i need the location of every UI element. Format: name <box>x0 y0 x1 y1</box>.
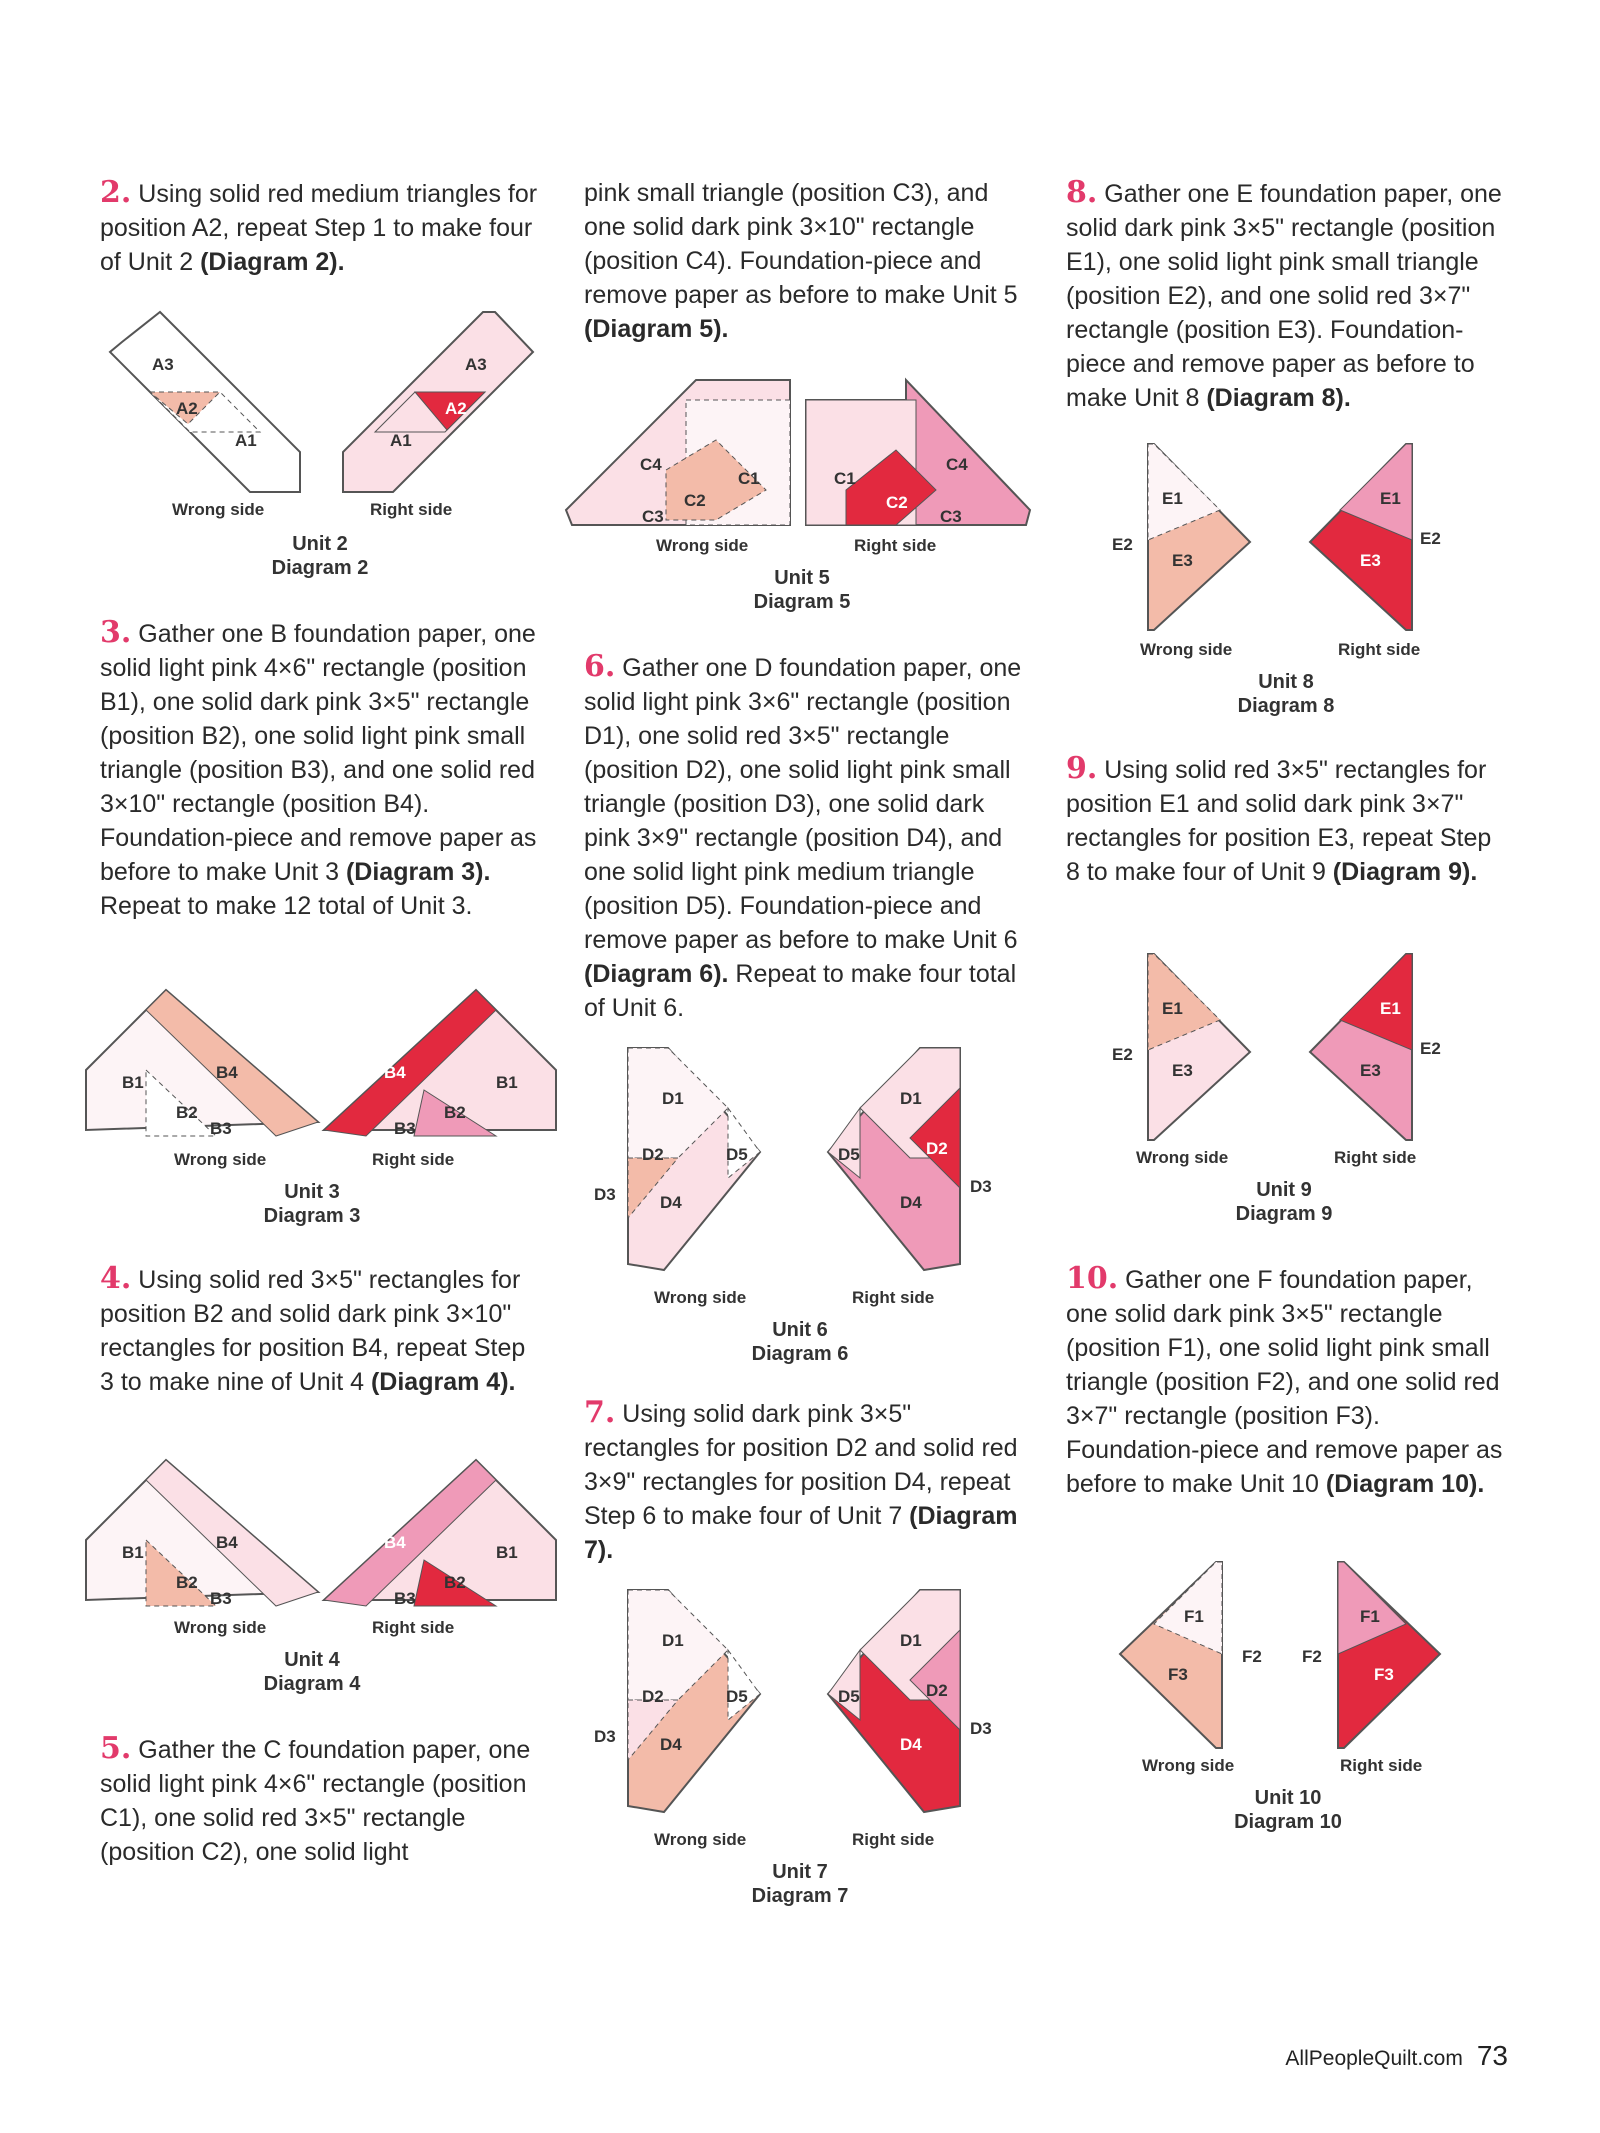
label-f3: F3 <box>1168 1665 1188 1684</box>
unit-9-wrong <box>1112 954 1250 1140</box>
step-7 <box>584 1396 1024 1567</box>
label-c4: C4 <box>946 455 968 474</box>
step-ref: (Diagram 10). <box>1325 1470 1485 1498</box>
label-c1: C1 <box>738 469 760 488</box>
label-b3: B3 <box>394 1589 416 1608</box>
label-b1: B1 <box>496 1073 518 1092</box>
unit-title: Unit 3 <box>284 1181 340 1203</box>
step-ref: (Diagram 3). <box>345 858 491 886</box>
label-e2: E2 <box>1420 529 1441 548</box>
label-e3: E3 <box>1172 551 1193 570</box>
label-c2: C2 <box>684 491 706 510</box>
caption-diagram-5 <box>702 566 902 614</box>
label-e1: E1 <box>1162 489 1183 508</box>
caption-diagram-3 <box>212 1180 412 1228</box>
label-e3: E3 <box>1172 1061 1193 1080</box>
label-e1: E1 <box>1162 999 1183 1018</box>
unit-6-wrong <box>594 1048 760 1270</box>
right-side-label: Right side <box>854 536 937 555</box>
step-3 <box>100 616 540 923</box>
right-side-label: Right side <box>852 1830 935 1849</box>
label-a1: A1 <box>235 431 257 450</box>
label-d5: D5 <box>838 1145 860 1164</box>
diagram-3 <box>86 990 556 1140</box>
caption-diagram-10 <box>1188 1786 1388 1834</box>
label-d3: D3 <box>594 1185 616 1204</box>
step-number: 3. <box>100 615 132 650</box>
step-ref: (Diagram 2). <box>200 248 345 276</box>
unit-4-right <box>324 1460 556 1608</box>
step-6 <box>584 650 1024 1025</box>
unit-10-wrong <box>1120 1562 1262 1748</box>
label-a2: A2 <box>445 399 467 418</box>
step-text: Gather one D foundation paper, one solid light pink 3×6" rectangle (position D1), one solid red 3×5" rectangle (position D2), one solid light pink small triangle (position D3), one solid dark pink 3×9" rectangle (position D4), and one solid light pink medium triangle (position D5). Foundation-piece and remove paper as before to make Unit 6 <box>584 654 1022 954</box>
label-b1: B1 <box>496 1543 518 1562</box>
label-d5: D5 <box>838 1687 860 1706</box>
caption-diagram-6 <box>700 1318 900 1366</box>
site-link[interactable]: AllPeopleQuilt.com <box>1285 2047 1463 2070</box>
diagram-6 <box>596 1048 1006 1278</box>
step-number: 9. <box>1066 751 1098 786</box>
wrong-side-label: Wrong side <box>1140 640 1233 659</box>
step-5 <box>100 1732 540 1869</box>
diagram-7 <box>596 1590 1006 1820</box>
diagram-title: Diagram 6 <box>751 1343 849 1365</box>
label-b4: B4 <box>384 1533 406 1552</box>
label-a1: A1 <box>390 431 412 450</box>
right-side-label: Right side <box>1340 1756 1423 1775</box>
caption-diagram-7 <box>700 1860 900 1908</box>
wrong-side-label: Wrong side <box>174 1150 267 1169</box>
diagram-title: Diagram 8 <box>1237 695 1335 717</box>
label-a3: A3 <box>465 355 487 374</box>
label-d1: D1 <box>662 1631 684 1650</box>
label-c3: C3 <box>940 507 962 526</box>
unit-9-right <box>1310 954 1441 1140</box>
diagram-8 <box>1112 444 1442 634</box>
step-number: 7. <box>584 1395 616 1430</box>
unit-2-wrong <box>110 312 300 492</box>
label-d5: D5 <box>726 1687 748 1706</box>
page-footer <box>1285 2040 1508 2072</box>
diagram-10 <box>1120 1562 1450 1752</box>
label-b2: B2 <box>444 1573 466 1592</box>
label-e3: E3 <box>1360 1061 1381 1080</box>
step-9 <box>1066 752 1506 889</box>
label-d4: D4 <box>660 1193 682 1212</box>
step-text: pink small triangle (position C3), and one solid dark pink 3×10" rectangle (position C4). Foundation-piece and remove paper as before to make Unit 5 <box>584 179 1018 309</box>
wrong-side-label: Wrong side <box>172 500 265 519</box>
step-8 <box>1066 176 1506 415</box>
label-c3: C3 <box>642 507 664 526</box>
unit-5-wrong <box>566 380 790 526</box>
unit-8-right <box>1310 444 1441 630</box>
unit-title: Unit 7 <box>772 1861 828 1883</box>
label-e2: E2 <box>1420 1039 1441 1058</box>
right-side-label: Right side <box>372 1150 455 1169</box>
label-f3: F3 <box>1374 1665 1394 1684</box>
diagram-title: Diagram 7 <box>751 1885 849 1907</box>
label-d2: D2 <box>926 1139 948 1158</box>
step-ref: (Diagram 4). <box>370 1368 516 1396</box>
step-text: Gather the C foundation paper, one solid light pink 4×6" rectangle (position C1), one solid red 3×5" rectangle (position C2), one solid light <box>100 1736 531 1866</box>
label-e2: E2 <box>1112 535 1133 554</box>
unit-title: Unit 8 <box>1258 671 1314 693</box>
caption-diagram-9 <box>1184 1178 1384 1226</box>
page-number: 73 <box>1476 2040 1508 2071</box>
label-a3: A3 <box>152 355 174 374</box>
label-e1: E1 <box>1380 489 1401 508</box>
step-text: Using solid red 3×5" rectangles for position E1 and solid dark pink 3×7" rectangles for position E3, repeat Step 8 to make four of Unit 9 <box>1066 756 1492 886</box>
unit-3-right <box>324 990 556 1138</box>
label-f1: F1 <box>1360 1607 1380 1626</box>
label-f1: F1 <box>1184 1607 1204 1626</box>
step-text: Gather one E foundation paper, one solid dark pink 3×5" rectangle (position E1), one solid light pink small triangle (position E2), and one solid red 3×7" rectangle (position E3). Foundation-piece and remove paper as before to make Unit 8 <box>1066 180 1502 412</box>
unit-2-right <box>343 312 533 492</box>
unit-title: Unit 6 <box>772 1319 828 1341</box>
label-e1: E1 <box>1380 999 1401 1018</box>
step-number: 2. <box>100 175 132 210</box>
unit-3-wrong <box>86 990 318 1138</box>
wrong-side-label: Wrong side <box>656 536 749 555</box>
diagram-title: Diagram 10 <box>1234 1811 1342 1833</box>
step-number: 10. <box>1066 1261 1119 1296</box>
diagram-title: Diagram 3 <box>263 1205 361 1227</box>
unit-8-wrong <box>1112 444 1250 630</box>
label-b3: B3 <box>210 1119 232 1138</box>
unit-title: Unit 5 <box>774 567 830 589</box>
label-d1: D1 <box>662 1089 684 1108</box>
step-ref: (Diagram 9). <box>1332 858 1478 886</box>
label-b1: B1 <box>122 1073 144 1092</box>
label-d3: D3 <box>970 1177 992 1196</box>
label-b2: B2 <box>176 1573 198 1592</box>
diagram-9 <box>1112 954 1442 1144</box>
step-10 <box>1066 1262 1506 1501</box>
unit-5-right <box>806 380 1030 526</box>
step-4 <box>100 1262 540 1399</box>
unit-7-wrong <box>594 1590 760 1812</box>
label-b2: B2 <box>444 1103 466 1122</box>
step-2 <box>100 176 540 279</box>
unit-10-right <box>1302 1562 1440 1748</box>
label-e2: E2 <box>1112 1045 1133 1064</box>
unit-7-right <box>828 1590 992 1812</box>
step-text: Gather one B foundation paper, one solid light pink 4×6" rectangle (position B1), one solid dark pink 3×5" rectangle (position B2), one solid light pink small triangle (position B3), and one solid red 3×10" rectangle (position B4). Foundation-piece and remove paper as before to make Unit 3 <box>100 620 537 886</box>
diagram-2 <box>110 312 530 502</box>
label-b4: B4 <box>216 1533 238 1552</box>
label-d4: D4 <box>900 1735 922 1754</box>
label-b3: B3 <box>394 1119 416 1138</box>
label-b1: B1 <box>122 1543 144 1562</box>
label-d1: D1 <box>900 1089 922 1108</box>
right-side-label: Right side <box>370 500 453 519</box>
label-d1: D1 <box>900 1631 922 1650</box>
diagram-title: Diagram 2 <box>271 557 369 579</box>
step-text-after: Repeat to make 12 total of Unit 3. <box>100 892 473 920</box>
diagram-title: Diagram 5 <box>753 591 851 613</box>
step-number: 4. <box>100 1261 132 1296</box>
label-f2: F2 <box>1302 1647 1322 1666</box>
right-side-label: Right side <box>1334 1148 1417 1167</box>
label-d4: D4 <box>900 1193 922 1212</box>
label-d2: D2 <box>642 1145 664 1164</box>
diagram-title: Diagram 4 <box>263 1673 361 1695</box>
wrong-side-label: Wrong side <box>1136 1148 1229 1167</box>
right-side-label: Right side <box>852 1288 935 1307</box>
label-c2: C2 <box>886 493 908 512</box>
label-d4: D4 <box>660 1735 682 1754</box>
wrong-side-label: Wrong side <box>174 1618 267 1637</box>
wrong-side-label: Wrong side <box>1142 1756 1235 1775</box>
step-number: 8. <box>1066 175 1098 210</box>
unit-title: Unit 10 <box>1254 1787 1322 1809</box>
caption-diagram-8 <box>1186 670 1386 718</box>
caption-diagram-4 <box>212 1648 412 1696</box>
step-ref: (Diagram 5). <box>584 315 729 343</box>
label-d2: D2 <box>642 1687 664 1706</box>
right-side-label: Right side <box>372 1618 455 1637</box>
label-b4: B4 <box>384 1063 406 1082</box>
label-c4: C4 <box>640 455 662 474</box>
label-a2: A2 <box>176 399 198 418</box>
wrong-side-label: Wrong side <box>654 1288 747 1307</box>
diagram-4 <box>86 1460 556 1610</box>
wrong-side-label: Wrong side <box>654 1830 747 1849</box>
label-d3: D3 <box>970 1719 992 1738</box>
step-ref: (Diagram 7). <box>584 1502 1018 1564</box>
unit-4-wrong <box>86 1460 318 1608</box>
step-5-continued <box>584 176 1024 346</box>
label-b3: B3 <box>210 1589 232 1608</box>
label-c1: C1 <box>834 469 856 488</box>
step-text: Gather one F foundation paper, one solid dark pink 3×5" rectangle (position F1), one solid light pink small triangle (position F2), and one solid red 3×7" rectangle (position F3). Foundation-piece and remove paper as before to make Unit 10 <box>1066 1266 1503 1498</box>
step-number: 6. <box>584 649 616 684</box>
step-text: Using solid red medium triangles for position A2, repeat Step 1 to make four of Unit 2 <box>100 180 538 276</box>
step-text: Using solid red 3×5" rectangles for position B2 and solid dark pink 3×10" rectangles for position B4, repeat Step 3 to make nine of Unit 4 <box>100 1266 526 1396</box>
diagram-title: Diagram 9 <box>1235 1203 1333 1225</box>
step-number: 5. <box>100 1731 132 1766</box>
step-ref: (Diagram 6). <box>584 960 729 988</box>
unit-title: Unit 4 <box>284 1649 340 1671</box>
caption-diagram-2 <box>220 532 420 580</box>
unit-6-right <box>828 1048 992 1270</box>
diagram-5 <box>566 380 1036 530</box>
label-e3: E3 <box>1360 551 1381 570</box>
step-text-after: Repeat to make four total of Unit 6. <box>584 960 1017 1022</box>
step-text: Using solid dark pink 3×5" rectangles for position D2 and solid red 3×9" rectangles for position D4, repeat Step 6 to make four of Unit 7 <box>584 1400 1018 1530</box>
step-ref: (Diagram 8). <box>1206 384 1351 412</box>
unit-title: Unit 9 <box>1256 1179 1312 1201</box>
label-d2: D2 <box>926 1681 948 1700</box>
label-f2: F2 <box>1242 1647 1262 1666</box>
label-b2: B2 <box>176 1103 198 1122</box>
label-d5: D5 <box>726 1145 748 1164</box>
unit-title: Unit 2 <box>292 533 348 555</box>
label-d3: D3 <box>594 1727 616 1746</box>
right-side-label: Right side <box>1338 640 1421 659</box>
label-b4: B4 <box>216 1063 238 1082</box>
